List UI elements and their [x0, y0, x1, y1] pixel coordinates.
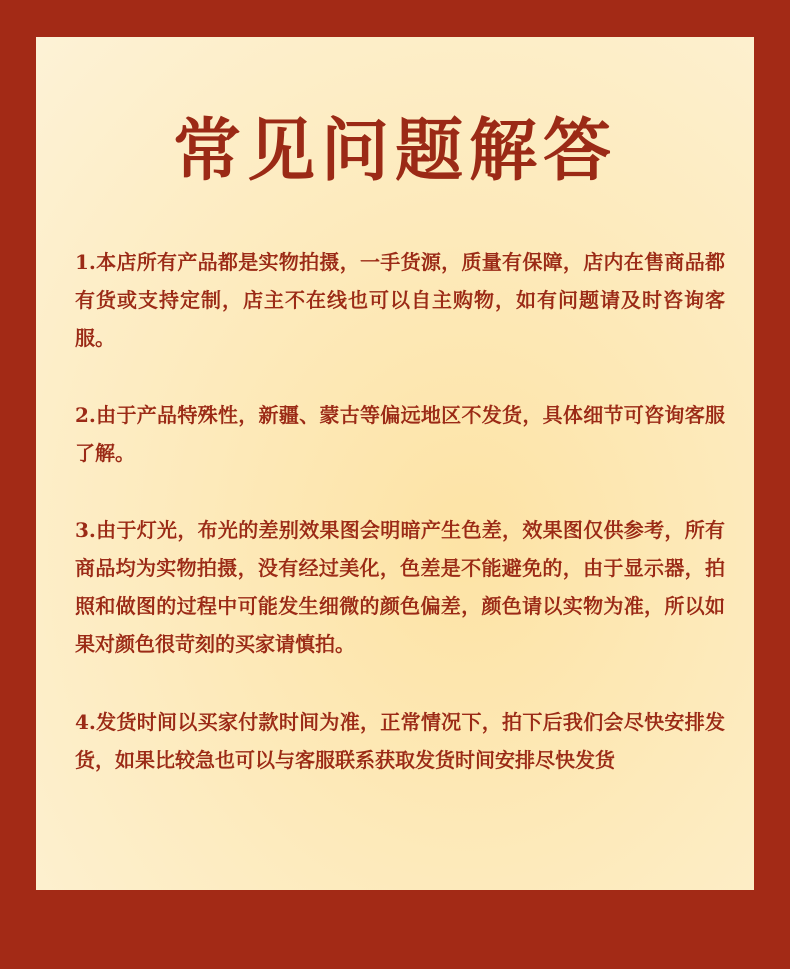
- faq-item-3: 3.由于灯光，布光的差别效果图会明暗产生色差，效果图仅供参考，所有商品均为实物拍摄，没有经过美化，色差是不能避免的，由于显示器，拍照和做图的过程中可能发生细微的颜色偏差，颜色请以实物为准，所以如果对颜色很苛刻的买家请慎拍。: [75, 518, 725, 656]
- faq-card: [36, 37, 754, 890]
- page-title: 常见问题解答: [172, 111, 617, 191]
- faq-item-2: 2.由于产品特殊性，新疆、蒙古等偏远地区不发货，具体细节可咨询客服了解。: [75, 403, 725, 465]
- faq-item-1: 1.本店所有产品都是实物拍摄，一手货源，质量有保障，店内在售商品都有货或支持定制，店主不在线也可以自主购物，如有问题请及时咨询客服。: [75, 250, 725, 350]
- faq-item-4: 4.发货时间以买家付款时间为准，正常情况下，拍下后我们会尽快安排发货，如果比较急也可以与客服联系获取发货时间安排尽快发货: [75, 710, 725, 772]
